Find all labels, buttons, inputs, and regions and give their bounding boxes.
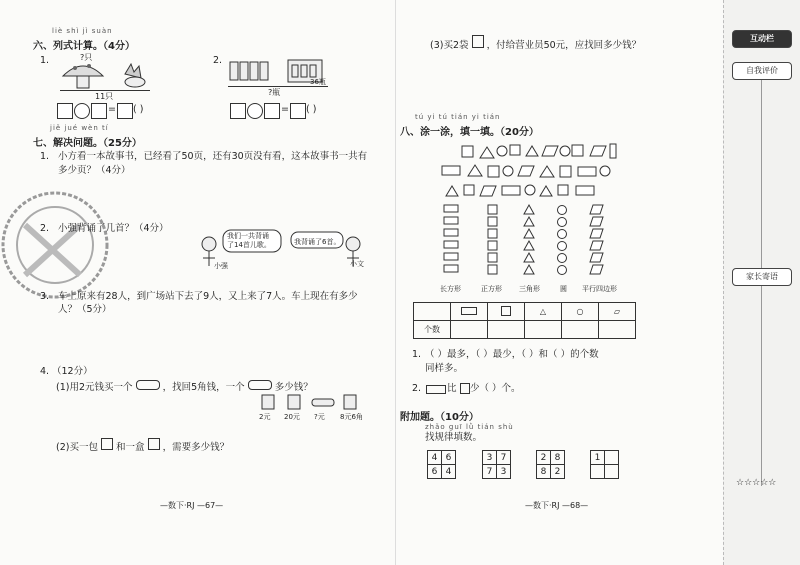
q2-number: 2. (213, 55, 223, 66)
grid1-cell: 6 (428, 465, 442, 479)
f2-text-b: 少（ ）个。 (470, 383, 521, 394)
count-header-triangle: △ (525, 303, 562, 321)
grid4-blank[interactable] (605, 465, 619, 479)
q3-text (430, 35, 641, 52)
q1-unit-paren: ( ) (133, 104, 144, 115)
grid4-blank[interactable] (591, 465, 605, 479)
price-3: ?元 (314, 413, 325, 421)
p1-text-line2: 多少页？（4分） (58, 165, 131, 176)
count-header-rectangle (451, 303, 488, 321)
grid4-cell: 1 (591, 451, 605, 465)
rectangle-icon (426, 385, 446, 394)
q1-number: 1. (40, 55, 50, 66)
child-name-2: 小文 (350, 260, 364, 268)
bubble1-line2: 了14首儿歌。 (227, 241, 271, 249)
count-header-parallelogram: ▱ (599, 303, 636, 321)
grid1-cell: 6 (442, 451, 456, 465)
p3-number: 3. (40, 291, 50, 302)
q2-box-label: 36瓶 (310, 78, 326, 86)
grid3-cell: 2 (551, 465, 565, 479)
count-header-square (488, 303, 525, 321)
count-cell-triangle[interactable] (525, 321, 562, 339)
scattered-shapes (440, 140, 640, 198)
q2-answer-box-1[interactable] (230, 103, 246, 119)
p1-number: 1. (40, 151, 50, 162)
bonus-subtitle: 找规律填数。 (425, 432, 483, 443)
sidebar-line-2 (761, 286, 762, 486)
parent-note-tag: 家长寄语 (732, 268, 792, 286)
q1-answer-box-3[interactable] (117, 103, 133, 119)
coloring-columns (440, 203, 620, 280)
count-header-circle: ○ (562, 303, 599, 321)
q2-equals: = (281, 104, 289, 115)
grid3-cell: 8 (537, 465, 551, 479)
speech-bubble-1 (227, 232, 271, 250)
child-name-1: 小强 (214, 262, 228, 270)
pattern-grid-2 (482, 450, 511, 479)
snack-bag-icon (101, 438, 113, 450)
p4-sub1-b: ，找回5角钱，一个 (162, 382, 245, 393)
q2-unit-paren: ( ) (306, 104, 317, 115)
f2-text-a: 比 (447, 383, 457, 394)
q2-answer-box-3[interactable] (290, 103, 306, 119)
q1-equals: = (108, 104, 116, 115)
count-row-label: 个数 (414, 321, 451, 339)
p4-number: 4. (40, 366, 50, 377)
p4-sub1-a: (1)用2元钱买一个 (56, 382, 133, 393)
self-eval-tag: 自我评价 (732, 62, 792, 80)
q2-total: ?瓶 (268, 88, 281, 97)
q1-operator-circle[interactable] (74, 103, 90, 119)
grid2-cell: 3 (497, 465, 511, 479)
pattern-grid-3 (536, 450, 565, 479)
section6-pinyin: liè shì jì suàn (52, 27, 113, 35)
p4-sub2-a: (2)买一包 (56, 442, 98, 453)
page-divider (395, 0, 396, 565)
p1-text-line1: 小方看一本故事书，已经看了50页，还有30页没有看，这本故事书一共有 (58, 151, 368, 162)
sidebar-title: 互动栏 (732, 30, 792, 48)
f1-text: （ ）最多，（ ）最少，（ ）和（ ）的个数 (425, 349, 599, 360)
q2-answer-box-2[interactable] (264, 103, 280, 119)
p4-sub2-c: ，需要多少钱？ (162, 442, 230, 453)
p2-number: 2. (40, 223, 50, 234)
label-rectangle: 长方形 (440, 285, 461, 293)
snack-bag-icon (472, 35, 484, 48)
grid2-cell: 7 (497, 451, 511, 465)
grid3-cell: 8 (551, 451, 565, 465)
products-illustration (258, 393, 368, 411)
pencil-icon (248, 380, 272, 390)
count-cell-rectangle[interactable] (451, 321, 488, 339)
q1-answer-box-1[interactable] (57, 103, 73, 119)
sidebar-line (761, 80, 762, 270)
right-footer: —数下·RJ —68— (525, 501, 589, 510)
f1-text2: 同样多。 (425, 363, 464, 374)
label-parallelogram: 平行四边形 (582, 285, 617, 293)
bubble1-line1: 我们一共背诵 (227, 232, 269, 240)
pencil-icon (136, 380, 160, 390)
count-table (413, 302, 636, 339)
mushroom-rabbits-illustration (55, 56, 155, 90)
grid1-cell: 4 (428, 451, 442, 465)
section8-pinyin: tú yi tú tián yi tián (415, 113, 501, 121)
count-cell-circle[interactable] (562, 321, 599, 339)
label-circle: 圆 (560, 285, 567, 293)
q3-a: (3)买2袋 (430, 40, 469, 51)
speech-bubble-2: 我背诵了6首。 (294, 238, 341, 246)
circular-stamp (0, 185, 115, 305)
grid4-blank[interactable] (605, 451, 619, 465)
price-1: 2元 (259, 413, 271, 421)
grid3-cell: 2 (537, 451, 551, 465)
bonus-pinyin: zhǎo guī lǜ tián shù (425, 423, 514, 431)
p3-text-line1: 车上原来有28人，到广场站下去了9人，又上来了7人。车上现在有多少 (58, 291, 358, 302)
rating-stars[interactable]: ☆☆☆☆☆ (736, 478, 777, 488)
price-2: 20元 (284, 413, 300, 421)
grid2-cell: 3 (483, 451, 497, 465)
interactive-sidebar (723, 0, 800, 565)
p4-sub2-b: 和一盒 (116, 442, 145, 453)
f2-number: 2. (412, 383, 422, 394)
label-triangle: 三角形 (519, 285, 540, 293)
pattern-grid-1 (427, 450, 456, 479)
p4-sub1 (56, 380, 313, 394)
p4-sub2 (56, 438, 229, 454)
p2-text: 小强背诵了几首？（4分） (58, 223, 169, 234)
section7-pinyin: jiě jué wèn tí (50, 124, 109, 132)
count-header-blank (414, 303, 451, 321)
q3-b: ，付给营业员50元，应找回多少钱？ (486, 40, 642, 51)
p4-head: （12分） (52, 366, 93, 377)
q1-total: 11只 (95, 92, 114, 101)
label-square: 正方形 (481, 285, 502, 293)
left-footer: —数下·RJ —67— (160, 501, 224, 510)
grid1-cell: 4 (442, 465, 456, 479)
section7-title: 七、解决问题。（25分） (33, 138, 142, 149)
price-4: 8元6角 (340, 413, 363, 421)
bonus-title: 附加题。（10分） (400, 412, 479, 423)
pattern-grid-4 (590, 450, 619, 479)
square-icon (460, 383, 470, 394)
count-cell-parallelogram[interactable] (599, 321, 636, 339)
q1-answer-box-2[interactable] (91, 103, 107, 119)
count-cell-square[interactable] (488, 321, 525, 339)
section8-title: 八、涂一涂，填一填。（20分） (400, 127, 539, 138)
q2-operator-circle[interactable] (247, 103, 263, 119)
section6-title: 六、列式计算。（4分） (33, 41, 135, 52)
milk-box-icon (148, 438, 160, 450)
p3-text-line2: 人？（5分） (58, 304, 112, 315)
f1-number: 1. (412, 349, 422, 360)
q1-unknown: ?只 (80, 53, 93, 62)
p4-sub1-c: 多少钱？ (274, 382, 313, 393)
grid2-cell: 7 (483, 465, 497, 479)
